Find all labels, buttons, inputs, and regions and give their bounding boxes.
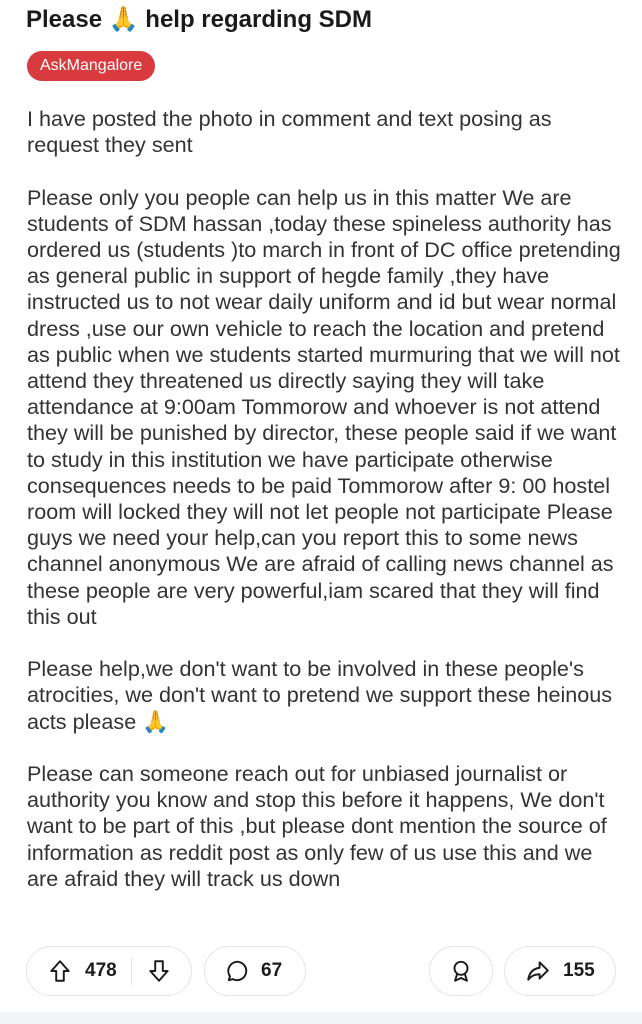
award-button[interactable] — [429, 946, 493, 996]
comment-bubble-icon — [225, 958, 251, 984]
post-paragraph: Please help,we don't want to be involved in these people's atrocities, we don't want to pretend we support these heinous acts please 🙏 — [27, 656, 613, 734]
bottom-bar — [0, 1012, 642, 1024]
award-icon — [448, 958, 474, 984]
vote-control — [26, 946, 192, 996]
post-paragraph: Please can someone reach out for unbiased journalist or authority you know and stop this before it happens, We don't want to be part of this ,but please dont mention the source of information as reddit post as only few of us use this and we are afraid they will track us down — [27, 761, 607, 891]
upvote-arrow-icon[interactable] — [47, 958, 73, 984]
upvote-count: 478 — [85, 960, 117, 981]
comments-button[interactable] — [204, 946, 306, 996]
share-arrow-icon — [525, 958, 551, 984]
post-paragraph: I have posted the photo in comment and text posing as request they sent — [27, 106, 552, 158]
post-action-bar — [26, 946, 616, 998]
post-title: Please 🙏 help regarding SDM — [26, 6, 372, 33]
downvote-arrow-icon[interactable] — [146, 958, 172, 984]
share-button[interactable] — [504, 946, 616, 996]
post-paragraph: Please only you people can help us in this matter We are students of SDM hassan ,today these spineless authority has ordered us (students )to march in front of DC office pretending as general public in support of hegde family ,they have instructed us to not wear daily uniform and id but wear normal dress ,use our own vehicle to reach the location and pretend as public when we students started murmuring that we will not attend they threatened us directly saying they will take attendance at 9:00am Tommorow and whoever is not attend they will be punished by director, these people said if we want to study in this institution we have participate otherwise consequences needs to be paid Tommorow after 9: 00 hostel room will locked they will not let people not participate Please guys we need your help,can you report this to some news channel anonymous We are afraid of calling news channel as these people are very powerful,iam scared that they will find this out — [27, 184, 621, 629]
post-body — [27, 106, 627, 892]
comment-count: 67 — [261, 960, 283, 981]
vote-divider — [131, 957, 132, 985]
subreddit-flair[interactable]: AskMangalore — [27, 51, 155, 81]
share-count: 155 — [563, 960, 595, 981]
